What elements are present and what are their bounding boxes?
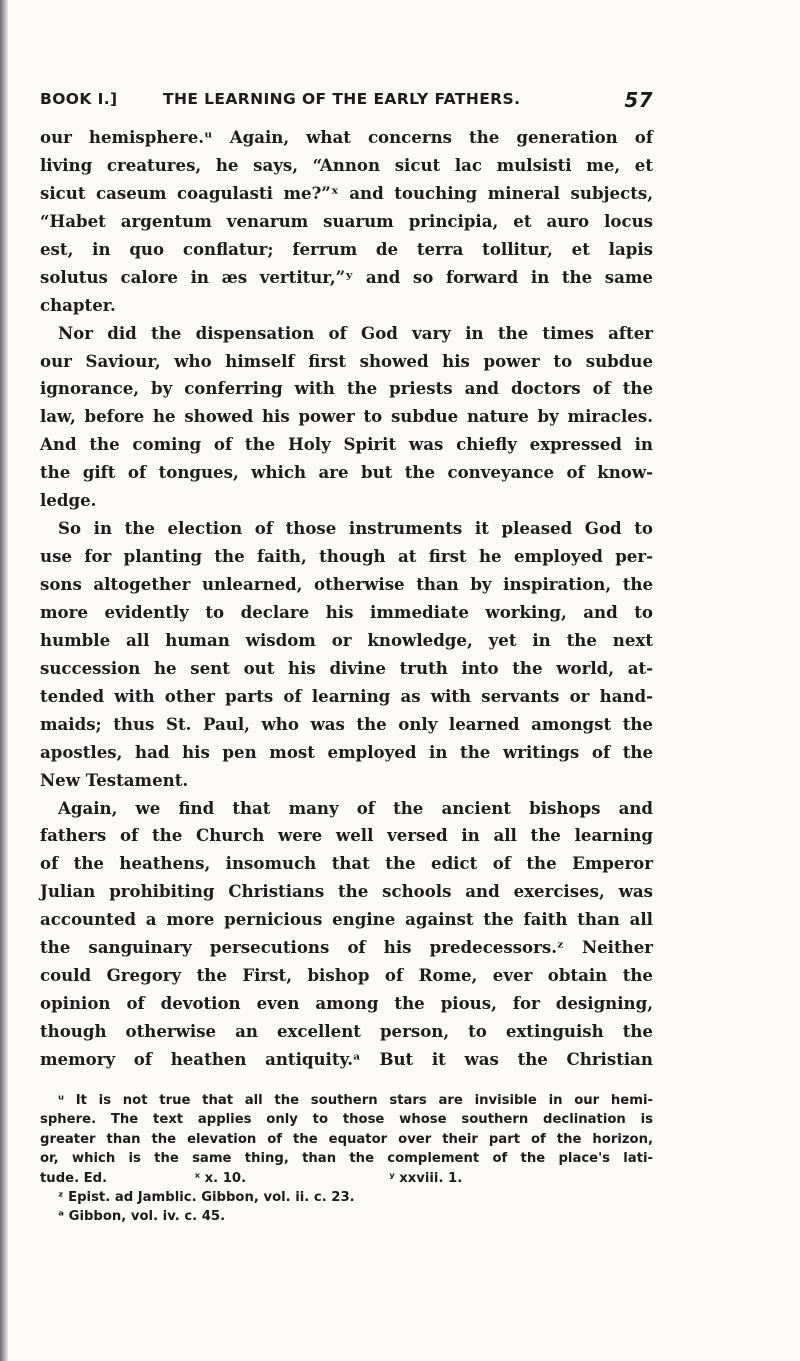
footnote-line: ᵘ It is not true that all the southern stars are invisible in our hemi- — [58, 1093, 653, 1108]
footnote-line — [40, 1169, 653, 1188]
footnote-ref-x: ˣ x. 10. — [194, 1170, 247, 1186]
text-line: So in the election of those instruments it pleased God to — [58, 518, 653, 539]
text-line: sons altogether unlearned, otherwise than by inspiration, the — [40, 574, 653, 594]
text-line: apostles, had his pen most employed in the writings of the — [40, 741, 653, 762]
text-line: succession he sent out his divine truth into the world, at- — [40, 657, 653, 678]
text-line: though otherwise an excellent person, to extinguish the — [40, 1021, 653, 1041]
page-number: 57 — [624, 88, 653, 112]
footnote-editor-tag: tude. Ed. — [40, 1170, 108, 1186]
text-line: ledge. — [40, 490, 97, 511]
text-line: the sanguinary persecutions of his predecessors.ᶻ Neither — [40, 937, 653, 958]
text-line: the gift of tongues, which are but the conveyance of know- — [40, 462, 653, 483]
footnote-ref-y: ʸ xxviii. 1. — [389, 1170, 463, 1186]
text-line: memory of heathen antiquity.ᵃ But it was the Christian — [40, 1048, 653, 1069]
text-line: “Habet argentum venarum suarum principia, et auro locus — [40, 210, 653, 231]
text-line: accounted a more pernicious engine against the faith than all — [40, 909, 653, 930]
text-line: law, before he showed his power to subdue nature by miracles. — [40, 406, 653, 427]
text-line: Again, we find that many of the ancient bishops and — [58, 797, 653, 818]
footnotes — [40, 1091, 653, 1227]
text-line: of the heathens, insomuch that the edict of the Emperor — [40, 853, 653, 874]
text-line: solutus calore in æs vertitur,”ʸ and so forward in the same — [40, 266, 653, 287]
footnote-line: greater than the elevation of the equator over their part of the horizon, — [40, 1131, 653, 1147]
text-line: Nor did the dispensation of God vary in the times after — [58, 322, 653, 343]
text-line: fathers of the Church were well versed in all the learning — [40, 825, 653, 846]
book-label: BOOK I.] — [40, 90, 118, 108]
text-line: New Testament. — [40, 769, 189, 790]
text-line: ignorance, by conferring with the priests and doctors of the — [40, 378, 653, 399]
footnote-line: ᶻ Epist. ad Jamblic. Gibbon, vol. ii. c. 23. — [58, 1189, 355, 1205]
text-line: est, in quo conflatur; ferrum de terra tollitur, et lapis — [40, 238, 653, 259]
footnote-line: ᵃ Gibbon, vol. iv. c. 45. — [58, 1209, 226, 1225]
text-line: And the coming of the Holy Spirit was chiefly expressed in — [40, 434, 653, 455]
text-line: more evidently to declare his immediate working, and to — [40, 601, 653, 622]
running-header — [40, 88, 653, 118]
page-binding-edge — [0, 0, 8, 1361]
body-text — [40, 124, 653, 1074]
text-line: tended with other parts of learning as with servants or hand- — [40, 685, 653, 706]
text-line: opinion of devotion even among the pious, for designing, — [40, 993, 653, 1014]
text-line: living creatures, he says, “Annon sicut lac mulsisti me, et — [40, 154, 653, 175]
text-line: Julian prohibiting Christians the schools and exercises, was — [40, 881, 653, 902]
footnote-line: or, which is the same thing, than the complement of the place's lati- — [40, 1151, 653, 1167]
text-line: chapter. — [40, 294, 116, 315]
text-line: maids; thus St. Paul, who was the only learned amongst the — [40, 713, 653, 734]
text-line: sicut caseum coagulasti me?”ˣ and touching mineral subjects, — [40, 182, 653, 203]
text-line: humble all human wisdom or knowledge, yet in the next — [40, 629, 653, 650]
running-title: THE LEARNING OF THE EARLY FATHERS. — [163, 90, 521, 108]
footnote-line: sphere. The text applies only to those whose southern declination is — [40, 1112, 653, 1128]
text-line: use for planting the faith, though at first he employed per- — [40, 546, 653, 567]
text-line: our Saviour, who himself first showed his power to subdue — [40, 350, 653, 371]
text-line: could Gregory the First, bishop of Rome, ever obtain the — [40, 965, 653, 986]
text-line: our hemisphere.ᵘ Again, what concerns the generation of — [40, 127, 653, 147]
